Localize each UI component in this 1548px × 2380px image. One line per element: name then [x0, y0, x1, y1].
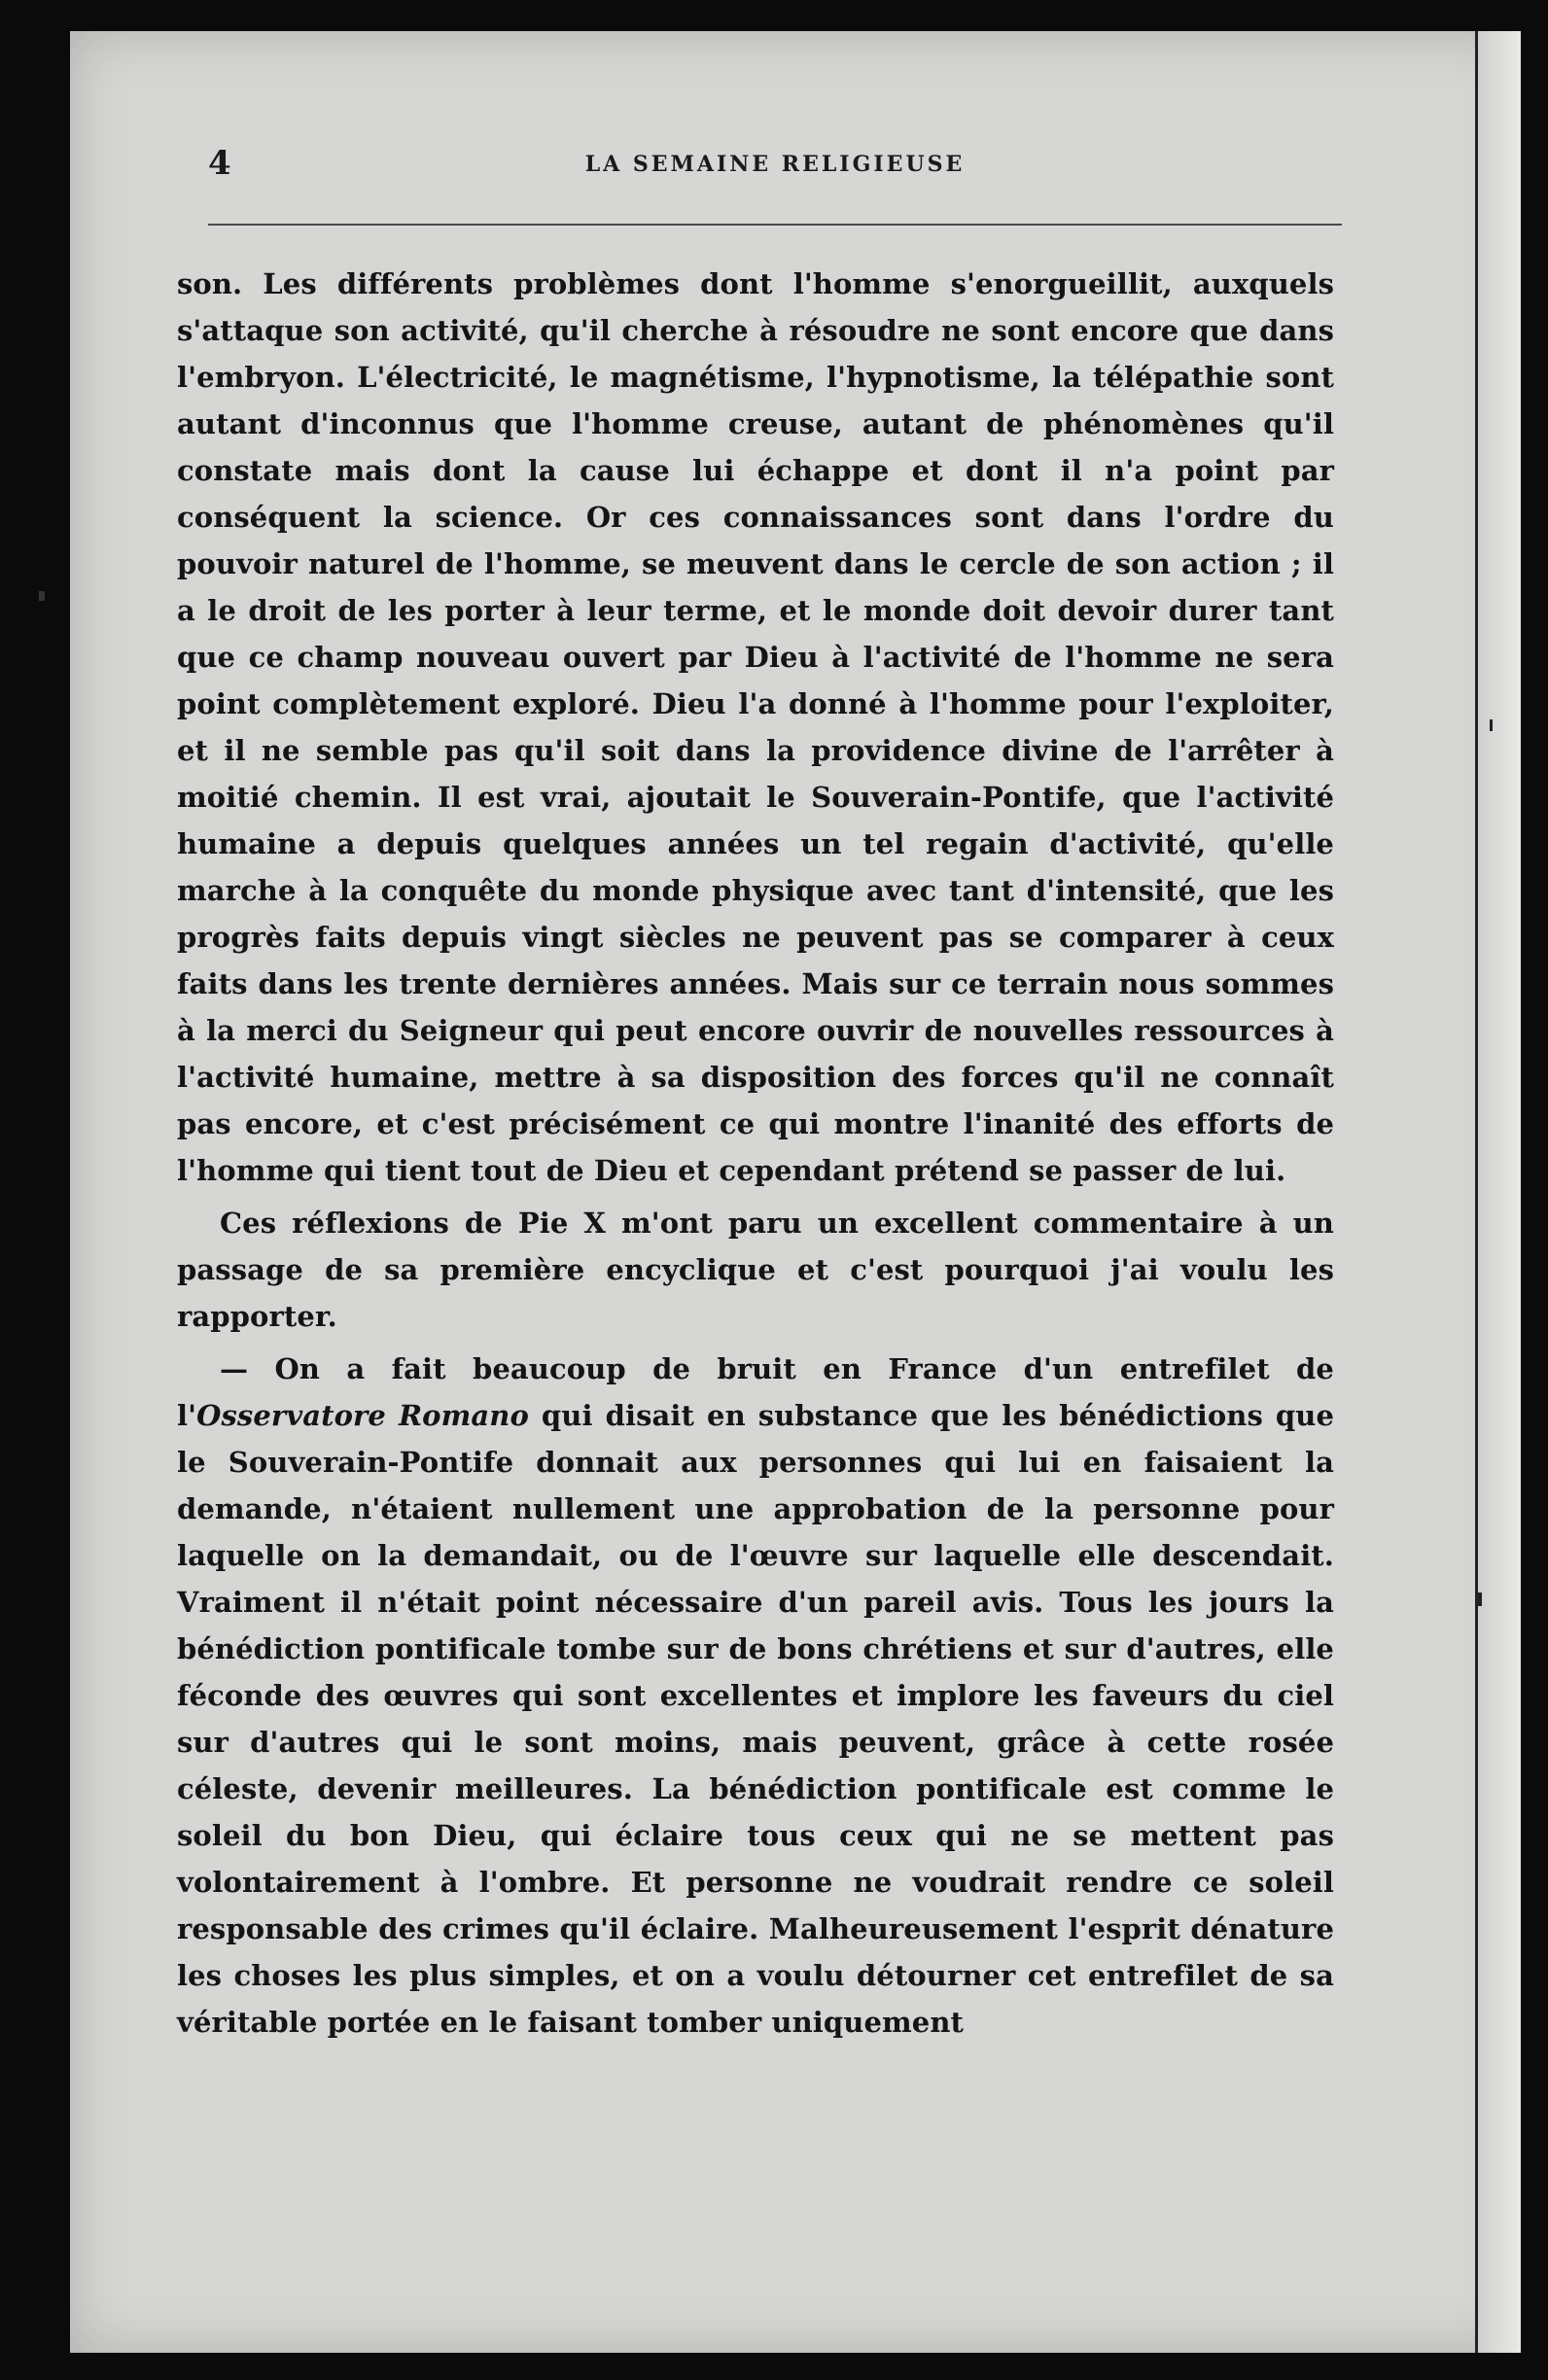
page-number: 4 [208, 144, 231, 183]
paragraph-2: Ces réflexions de Pie X m'ont paru un excellent commentaire à un passage de sa première encyclique et c'est pourquoi j'ai voulu les rapporter. [177, 1207, 1334, 1333]
page-edge-shadow [1475, 31, 1521, 2353]
scan-speck [1490, 719, 1493, 731]
paragraph-3 [177, 1346, 1334, 2046]
body-text [177, 261, 1334, 2046]
scan-speck [1478, 1592, 1482, 1606]
running-head [208, 124, 1342, 183]
header-rule [208, 224, 1342, 226]
paragraph-3-start: — On a fait beaucoup de bruit en France d'un entrefilet de l' [177, 1352, 1334, 1432]
paragraph-3-rest: qui disait en substance que les bénédictions que le Souverain-Pontife donnait aux personnes qui lui en faisaient la demande, n'étaient nullement une approbation de la personne pour laquelle on la demandait, ou de l'œuvre sur laquelle elle descendait. Vraiment il n'était point nécessaire d'un pareil avis. Tous les jours la bénédiction pontificale tombe sur de bons chrétiens et sur d'autres, elle féconde des œuvres qui sont excellentes et implore les faveurs du ciel sur d'autres qui le sont moins, mais peuvent, grâce à cette rosée céleste, devenir meilleures. La bénédiction pontificale est comme le soleil du bon Dieu, qui éclaire tous ceux qui ne se mettent pas volontairement à l'ombre. Et personne ne voudrait rendre ce soleil responsable des crimes qu'il éclaire. Malheureusement l'esprit dénature les choses les plus simples, et on a voulu détourner cet entrefilet de sa véritable portée en le faisant tomber uniquement [177, 1399, 1334, 2039]
newspaper-title: Osservatore Romano [196, 1399, 529, 1432]
running-title: LA SEMAINE RELIGIEUSE [584, 152, 966, 177]
scan-speck [39, 591, 45, 601]
paragraph-1: son. Les différents problèmes dont l'homme s'enorgueillit, auxquels s'attaque son activité, qu'il cherche à résoudre ne sont encore que dans l'embryon. L'électricité, le magnétisme, l'hypnotisme, la télépathie sont autant d'inconnus que l'homme creuse, autant de phénomènes qu'il constate mais dont la cause lui échappe et dont il n'a point par conséquent la science. Or ces connaissances sont dans l'ordre du pouvoir naturel de l'homme, se meuvent dans le cercle de son action ; il a le droit de les porter à leur terme, et le monde doit devoir durer tant que ce champ nouveau ouvert par Dieu à l'activité de l'homme ne sera point complètement exploré. Dieu l'a donné à l'homme pour l'exploiter, et il ne semble pas qu'il soit dans la providence divine de l'arrêter à moitié chemin. Il est vrai, ajoutait le Souverain-Pontife, que l'activité humaine a depuis quelques années un tel regain d'activité, qu'elle marche à la conquête du monde physique avec tant d'intensité, que les progrès faits depuis vingt siècles ne peuvent pas se comparer à ceux faits dans les trente dernières années. Mais sur ce terrain nous sommes à la merci du Seigneur qui peut encore ouvrir de nouvelles ressources à l'activité humaine, mettre à sa disposition des forces qu'il ne connaît pas encore, et c'est précisément ce qui montre l'inanité des efforts de l'homme qui tient tout de Dieu et cependant prétend se passer de lui. [177, 267, 1334, 1187]
